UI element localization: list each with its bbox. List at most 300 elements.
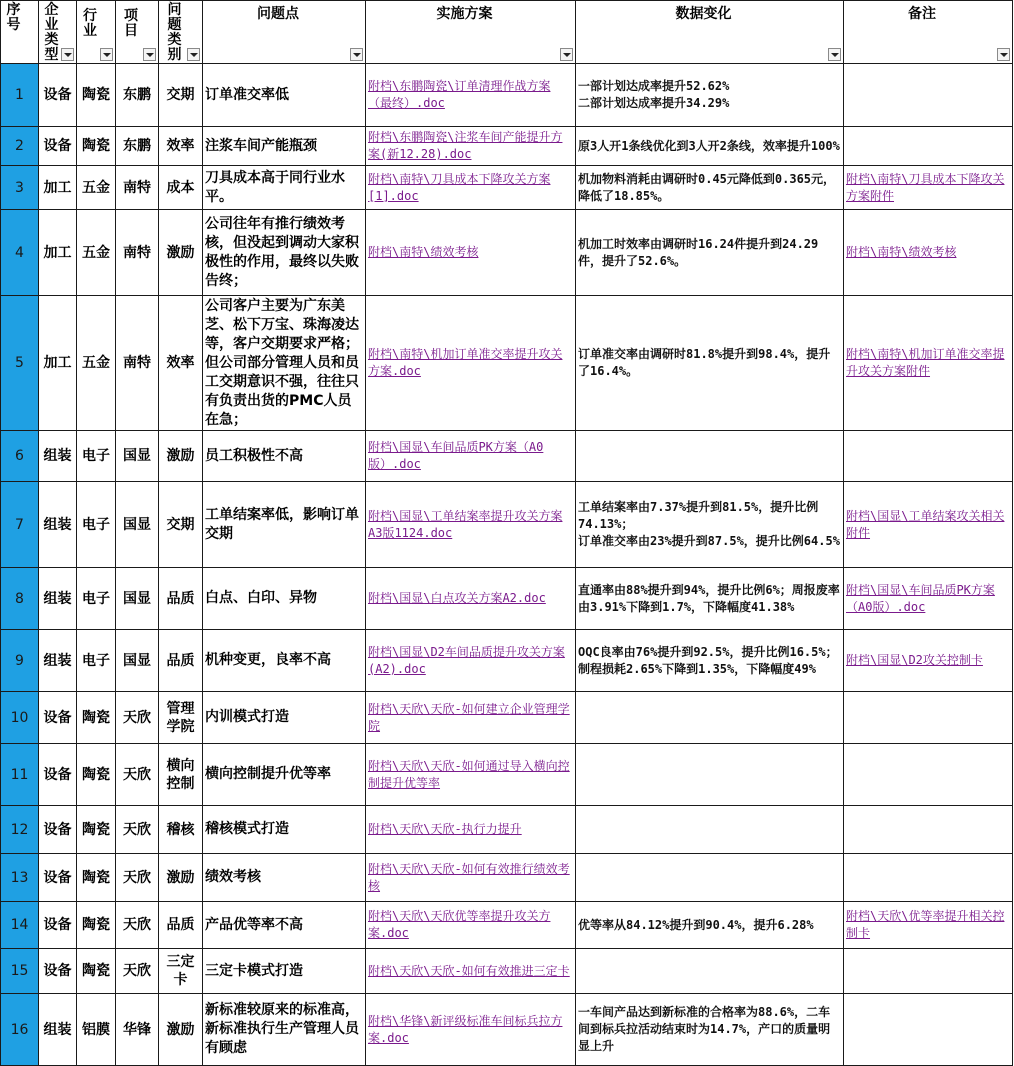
row-type-text: 设备: [43, 869, 72, 886]
row-project-text: 国显: [123, 516, 151, 533]
row-note-link[interactable]: 附档\南特\机加订单准交率提升攻关方案附件: [846, 347, 1005, 378]
row-data-cell: [576, 166, 844, 210]
row-type-text: 加工: [43, 179, 72, 196]
row-data-text: 一部计划达成率提升52.62% 二部计划达成率提升34.29%: [578, 79, 730, 110]
row-seq-text: 11: [10, 766, 29, 783]
row-seq-cell: [1, 431, 39, 482]
row-type-cell: [39, 166, 77, 210]
filter-dropdown-icon[interactable]: [61, 48, 74, 61]
row-project-cell: [116, 64, 159, 127]
row-industry-cell: [77, 431, 116, 482]
filter-dropdown-icon[interactable]: [187, 48, 200, 61]
header-row: [1, 1, 1013, 64]
row-type-text: 设备: [43, 766, 72, 783]
row-seq-cell: [1, 127, 39, 166]
row-industry-cell: [77, 806, 116, 854]
row-category-cell: [159, 568, 203, 630]
row-seq-cell: [1, 994, 39, 1066]
table-row: [1, 744, 1013, 806]
row-data-text: 优等率从84.12%提升到90.4%，提升6.28%: [578, 917, 814, 932]
row-data-cell: [576, 902, 844, 949]
row-data-cell: [576, 296, 844, 431]
row-seq-text: 1: [15, 87, 24, 103]
table-row: [1, 994, 1013, 1066]
row-type-text: 设备: [43, 138, 72, 154]
row-project-text: 天欣: [123, 917, 151, 933]
row-industry-text: 五金: [82, 244, 110, 261]
row-type-text: 组装: [43, 590, 72, 607]
row-plan-cell: [366, 64, 576, 127]
row-issue-cell: [203, 568, 366, 630]
row-plan-cell: [366, 482, 576, 568]
row-industry-text: 陶瓷: [82, 138, 110, 154]
row-data-cell: [576, 692, 844, 744]
row-type-cell: [39, 431, 77, 482]
row-plan-link[interactable]: 附档\东鹏陶瓷\注浆车间产能提升方案(新12.28).doc: [368, 130, 563, 161]
row-issue-text: 新标准较原来的标准高，新标准执行生产管理人员有顾虑: [205, 1002, 359, 1056]
row-issue-cell: [203, 630, 366, 692]
row-project-text: 华锋: [123, 1021, 151, 1038]
row-category-text: 交期: [166, 516, 195, 533]
row-category-text: 成本: [166, 179, 195, 196]
filter-dropdown-icon[interactable]: [100, 48, 113, 61]
row-plan-cell: [366, 127, 576, 166]
row-industry-cell: [77, 64, 116, 127]
row-category-cell: [159, 806, 203, 854]
table-row: [1, 210, 1013, 296]
row-plan-link[interactable]: 附档\东鹏陶瓷\订单清理作战方案（最终）.doc: [368, 79, 551, 110]
row-seq-cell: [1, 692, 39, 744]
header-issue: [203, 1, 366, 64]
row-seq-text: 7: [15, 516, 24, 533]
row-industry-text: 陶瓷: [82, 963, 110, 979]
row-plan-cell: [366, 854, 576, 902]
header-note-label: 备注: [908, 6, 936, 22]
row-seq-cell: [1, 296, 39, 431]
row-issue-cell: [203, 64, 366, 127]
row-plan-link[interactable]: 附档\国显\白点攻关方案A2.doc: [368, 591, 546, 605]
row-seq-cell: [1, 630, 39, 692]
row-type-text: 设备: [43, 821, 72, 838]
header-category: [159, 1, 203, 64]
table-row: [1, 949, 1013, 994]
table-row: [1, 630, 1013, 692]
row-note-link[interactable]: 附档\天欣\优等率提升相关控制卡: [846, 909, 1005, 940]
row-industry-cell: [77, 127, 116, 166]
row-data-cell: [576, 431, 844, 482]
row-project-cell: [116, 166, 159, 210]
row-issue-cell: [203, 431, 366, 482]
header-project-label: 项目: [124, 8, 138, 39]
row-project-cell: [116, 210, 159, 296]
row-project-text: 国显: [123, 652, 151, 669]
row-type-cell: [39, 127, 77, 166]
row-data-cell: [576, 949, 844, 994]
table-row: [1, 482, 1013, 568]
row-note-cell: [844, 854, 1013, 902]
row-project-cell: [116, 806, 159, 854]
row-industry-cell: [77, 949, 116, 994]
row-industry-cell: [77, 568, 116, 630]
row-issue-text: 公司往年有推行绩效考核，但没起到调动大家积极性的作用，最终以失败告终；: [205, 215, 359, 289]
header-industry-label: 行业: [83, 8, 97, 39]
table-row: [1, 64, 1013, 127]
row-note-cell: [844, 210, 1013, 296]
row-seq-text: 12: [10, 821, 29, 838]
row-plan-cell: [366, 296, 576, 431]
row-plan-link[interactable]: 附档\国显\D2车间品质提升攻关方案(A2).doc: [368, 644, 565, 676]
row-industry-cell: [77, 994, 116, 1066]
row-category-text: 品质: [166, 652, 195, 669]
row-note-cell: [844, 127, 1013, 166]
row-type-cell: [39, 902, 77, 949]
row-industry-cell: [77, 210, 116, 296]
row-type-text: 组装: [43, 1021, 72, 1038]
row-plan-cell: [366, 568, 576, 630]
row-category-text: 管理学院: [166, 700, 195, 735]
row-issue-text: 内训模式打造: [205, 709, 289, 725]
row-issue-cell: [203, 210, 366, 296]
row-type-cell: [39, 630, 77, 692]
header-industry: [77, 1, 116, 64]
row-note-cell: [844, 949, 1013, 994]
row-plan-cell: [366, 166, 576, 210]
row-plan-cell: [366, 902, 576, 949]
row-industry-text: 电子: [82, 516, 110, 533]
row-category-cell: [159, 902, 203, 949]
filter-dropdown-icon[interactable]: [143, 48, 156, 61]
row-project-text: 南特: [123, 355, 151, 371]
row-project-cell: [116, 482, 159, 568]
row-category-text: 激励: [166, 1021, 195, 1038]
row-issue-cell: [203, 744, 366, 806]
row-issue-cell: [203, 949, 366, 994]
row-industry-text: 陶瓷: [82, 917, 110, 933]
row-project-cell: [116, 994, 159, 1066]
row-category-text: 稽核: [166, 821, 195, 838]
row-seq-cell: [1, 482, 39, 568]
row-industry-cell: [77, 854, 116, 902]
row-issue-cell: [203, 854, 366, 902]
row-category-cell: [159, 949, 203, 994]
row-category-cell: [159, 994, 203, 1066]
row-category-cell: [159, 64, 203, 127]
row-industry-text: 电子: [82, 448, 110, 464]
table-body: [1, 64, 1013, 1066]
header-data-label: 数据变化: [675, 6, 732, 22]
row-project-cell: [116, 854, 159, 902]
row-seq-text: 3: [15, 179, 24, 196]
row-seq-cell: [1, 854, 39, 902]
row-plan-link[interactable]: 附档\天欣\天欣优等率提升攻关方案.doc: [368, 909, 551, 940]
row-note-cell: [844, 902, 1013, 949]
row-data-cell: [576, 806, 844, 854]
row-project-cell: [116, 744, 159, 806]
row-data-cell: [576, 568, 844, 630]
row-industry-text: 陶瓷: [82, 87, 110, 103]
row-issue-cell: [203, 806, 366, 854]
row-type-cell: [39, 854, 77, 902]
row-type-cell: [39, 64, 77, 127]
row-project-cell: [116, 568, 159, 630]
row-plan-link[interactable]: 附档\天欣\天欣-如何有效推行绩效考核: [368, 861, 570, 893]
row-category-text: 品质: [166, 590, 195, 607]
row-data-text: 直通率由88%提升到94%，提升比例6%；周报废率由3.91%下降到1.7%，下降幅度41.38%: [578, 582, 840, 614]
row-plan-cell: [366, 949, 576, 994]
row-seq-text: 5: [15, 355, 24, 371]
row-note-link[interactable]: 附档\国显\车间品质PK方案（A0版）.doc: [846, 582, 995, 614]
row-note-link[interactable]: 附档\国显\工单结案攻关相关附件: [846, 508, 1005, 540]
row-industry-text: 五金: [82, 179, 110, 196]
row-category-text: 三定卡: [166, 954, 195, 988]
row-type-cell: [39, 806, 77, 854]
row-data-text: OQC良率由76%提升到92.5%，提升比例16.5%；制程损耗2.65%下降到1.35%，下降幅度49%: [578, 644, 838, 676]
row-plan-link[interactable]: 附档\华锋\新评级标准车间标兵拉方案.doc: [368, 1013, 563, 1045]
row-project-text: 天欣: [123, 766, 151, 783]
row-issue-text: 绩效考核: [205, 869, 261, 885]
row-issue-text: 产品优等率不高: [205, 916, 303, 933]
table-row: [1, 854, 1013, 902]
row-project-cell: [116, 949, 159, 994]
row-seq-cell: [1, 166, 39, 210]
row-category-cell: [159, 296, 203, 431]
row-data-cell: [576, 64, 844, 127]
row-data-text: 机加物料消耗由调研时0.45元降低到0.365元，降低了18.85%。: [578, 171, 836, 203]
row-industry-cell: [77, 482, 116, 568]
row-project-text: 南特: [123, 244, 151, 261]
row-issue-text: 公司客户主要为广东美芝、松下万宝、珠海凌达等，客户交期要求严格；但公司部分管理人员和员工交期意识不强，往往只有负责出货的PMC人员在急；: [205, 297, 359, 428]
row-data-text: 订单准交率由调研时81.8%提升到98.4%，提升了16.4%。: [578, 347, 831, 378]
row-project-cell: [116, 431, 159, 482]
row-plan-cell: [366, 431, 576, 482]
row-note-cell: [844, 482, 1013, 568]
row-data-text: 机加工时效率由调研时16.24件提升到24.29件，提升了52.6%。: [578, 236, 819, 268]
row-type-text: 组装: [43, 516, 72, 533]
header-type-label: 企业类型: [44, 2, 59, 63]
header-category-label: 问题类别: [167, 2, 182, 63]
row-data-cell: [576, 854, 844, 902]
row-type-cell: [39, 994, 77, 1066]
header-plan-label: 实施方案: [436, 6, 493, 22]
row-project-text: 天欣: [123, 709, 151, 726]
row-note-link[interactable]: 附档\国显\D2攻关控制卡: [846, 653, 983, 667]
header-type: [39, 1, 77, 64]
row-seq-text: 14: [10, 917, 29, 933]
row-industry-text: 五金: [82, 355, 110, 371]
row-type-text: 设备: [43, 963, 72, 979]
row-seq-text: 10: [10, 709, 29, 726]
row-issue-text: 横向控制提升优等率: [205, 766, 331, 782]
row-category-text: 激励: [166, 448, 195, 464]
header-plan: [366, 1, 576, 64]
row-type-text: 设备: [43, 709, 72, 726]
row-type-cell: [39, 210, 77, 296]
row-seq-text: 2: [15, 138, 24, 154]
header-project: [116, 1, 159, 64]
row-issue-text: 机种变更，良率不高: [205, 652, 331, 668]
row-issue-text: 刀具成本高于同行业水平。: [205, 169, 345, 205]
row-project-cell: [116, 296, 159, 431]
row-seq-cell: [1, 64, 39, 127]
row-note-cell: [844, 630, 1013, 692]
row-type-text: 加工: [43, 244, 72, 261]
row-project-cell: [116, 902, 159, 949]
row-seq-cell: [1, 210, 39, 296]
row-plan-cell: [366, 630, 576, 692]
row-project-text: 天欣: [123, 869, 151, 886]
row-note-cell: [844, 994, 1013, 1066]
row-category-cell: [159, 854, 203, 902]
row-plan-link[interactable]: 附档\南特\机加订单准交率提升攻关方案.doc: [368, 347, 563, 378]
row-industry-cell: [77, 166, 116, 210]
row-note-cell: [844, 806, 1013, 854]
row-category-text: 交期: [166, 87, 195, 103]
row-plan-link[interactable]: 附档\天欣\天欣-如何建立企业管理学院: [368, 701, 570, 733]
row-category-cell: [159, 692, 203, 744]
row-category-cell: [159, 210, 203, 296]
filter-dropdown-icon[interactable]: [997, 48, 1010, 61]
row-project-text: 南特: [123, 179, 151, 196]
row-type-cell: [39, 568, 77, 630]
row-type-text: 设备: [43, 917, 72, 933]
row-project-text: 东鹏: [123, 87, 151, 103]
row-project-text: 国显: [123, 590, 151, 607]
row-project-cell: [116, 127, 159, 166]
row-category-cell: [159, 482, 203, 568]
row-note-link[interactable]: 附档\南特\刀具成本下降攻关方案附件: [846, 171, 1005, 203]
row-data-text: 一车间产品达到新标准的合格率为88.6%，二车间到标兵拉活动结束时为14.7%，产口的质量明显上升: [578, 1005, 831, 1053]
row-industry-text: 陶瓷: [82, 821, 110, 838]
filter-dropdown-icon[interactable]: [828, 48, 841, 61]
row-plan-link[interactable]: 附档\天欣\天欣-如何有效推进三定卡: [368, 963, 570, 978]
row-industry-cell: [77, 692, 116, 744]
row-project-text: 天欣: [123, 963, 151, 979]
row-seq-text: 4: [15, 244, 24, 261]
row-seq-text: 16: [10, 1021, 29, 1038]
table-row: [1, 296, 1013, 431]
row-data-cell: [576, 744, 844, 806]
filter-dropdown-icon[interactable]: [350, 48, 363, 61]
row-issue-text: 工单结案率低，影响订单交期: [205, 506, 359, 542]
row-type-text: 设备: [43, 87, 72, 103]
row-issue-cell: [203, 127, 366, 166]
row-data-cell: [576, 210, 844, 296]
row-industry-text: 铝膜: [82, 1021, 110, 1038]
row-data-text: 原3人开1条线优化到3人开2条线，效率提升100%: [578, 138, 840, 153]
table-row: [1, 692, 1013, 744]
row-plan-cell: [366, 692, 576, 744]
row-type-cell: [39, 482, 77, 568]
row-note-cell: [844, 64, 1013, 127]
row-note-cell: [844, 744, 1013, 806]
row-plan-cell: [366, 994, 576, 1066]
row-plan-link[interactable]: 附档\南特\绩效考核: [368, 245, 479, 259]
row-industry-text: 陶瓷: [82, 709, 110, 726]
table-row: [1, 902, 1013, 949]
row-seq-cell: [1, 806, 39, 854]
row-seq-text: 8: [15, 590, 24, 607]
row-project-text: 国显: [123, 448, 151, 464]
row-seq-cell: [1, 949, 39, 994]
row-note-cell: [844, 431, 1013, 482]
row-category-text: 品质: [166, 917, 195, 933]
row-type-text: 加工: [43, 355, 72, 371]
row-plan-link[interactable]: 附档\国显\工单结案率提升攻关方案A3版1124.doc: [368, 508, 563, 540]
row-data-cell: [576, 630, 844, 692]
row-seq-cell: [1, 744, 39, 806]
row-note-cell: [844, 568, 1013, 630]
row-seq-text: 6: [15, 448, 24, 464]
row-issue-text: 白点、白印、异物: [205, 590, 317, 606]
filter-dropdown-icon[interactable]: [560, 48, 573, 61]
row-industry-cell: [77, 744, 116, 806]
row-category-cell: [159, 166, 203, 210]
row-note-cell: [844, 166, 1013, 210]
row-issue-text: 三定卡模式打造: [205, 962, 303, 979]
row-industry-text: 陶瓷: [82, 766, 110, 783]
row-plan-cell: [366, 744, 576, 806]
row-note-link[interactable]: 附档\南特\绩效考核: [846, 245, 957, 259]
row-note-cell: [844, 692, 1013, 744]
row-plan-link[interactable]: 附档\国显\车间品质PK方案（A0版）.doc: [368, 440, 544, 471]
row-plan-cell: [366, 210, 576, 296]
row-category-text: 效率: [166, 355, 195, 371]
row-project-cell: [116, 692, 159, 744]
header-seq: [1, 1, 39, 64]
row-plan-link[interactable]: 附档\南特\刀具成本下降攻关方案[1].doc: [368, 171, 551, 203]
row-category-text: 横向控制: [166, 757, 195, 792]
row-type-cell: [39, 949, 77, 994]
row-seq-text: 13: [10, 869, 29, 886]
table-row: [1, 166, 1013, 210]
row-category-cell: [159, 431, 203, 482]
header-note: [844, 1, 1013, 64]
row-category-text: 激励: [166, 869, 195, 886]
row-type-text: 组装: [43, 448, 72, 464]
row-industry-cell: [77, 630, 116, 692]
header-seq-label: 序号: [6, 2, 21, 33]
row-data-cell: [576, 994, 844, 1066]
row-industry-text: 陶瓷: [82, 869, 110, 886]
row-plan-link[interactable]: 附档\天欣\天欣-如何通过导入横向控制提升优等率: [368, 758, 570, 790]
row-industry-text: 电子: [82, 652, 110, 669]
row-type-cell: [39, 744, 77, 806]
header-issue-label: 问题点: [257, 6, 299, 22]
row-issue-text: 员工积极性不高: [205, 447, 303, 464]
row-industry-text: 电子: [82, 590, 110, 607]
row-note-cell: [844, 296, 1013, 431]
header-data: [576, 1, 844, 64]
row-project-cell: [116, 630, 159, 692]
row-category-cell: [159, 744, 203, 806]
row-issue-text: 订单准交率低: [205, 86, 289, 103]
row-data-text: 工单结案率由7.37%提升到81.5%，提升比例74.13%； 订单准交率由23%提升到87.5%，提升比例64.5%: [578, 500, 840, 548]
row-type-cell: [39, 296, 77, 431]
row-category-cell: [159, 127, 203, 166]
table-row: [1, 127, 1013, 166]
row-issue-cell: [203, 994, 366, 1066]
row-seq-cell: [1, 568, 39, 630]
row-issue-cell: [203, 482, 366, 568]
row-project-text: 天欣: [123, 821, 151, 838]
table-row: [1, 806, 1013, 854]
table-row: [1, 431, 1013, 482]
row-issue-cell: [203, 902, 366, 949]
row-type-cell: [39, 692, 77, 744]
row-data-cell: [576, 127, 844, 166]
row-plan-link[interactable]: 附档\天欣\天欣-执行力提升: [368, 822, 522, 836]
row-issue-text: 注浆车间产能瓶颈: [205, 137, 317, 154]
